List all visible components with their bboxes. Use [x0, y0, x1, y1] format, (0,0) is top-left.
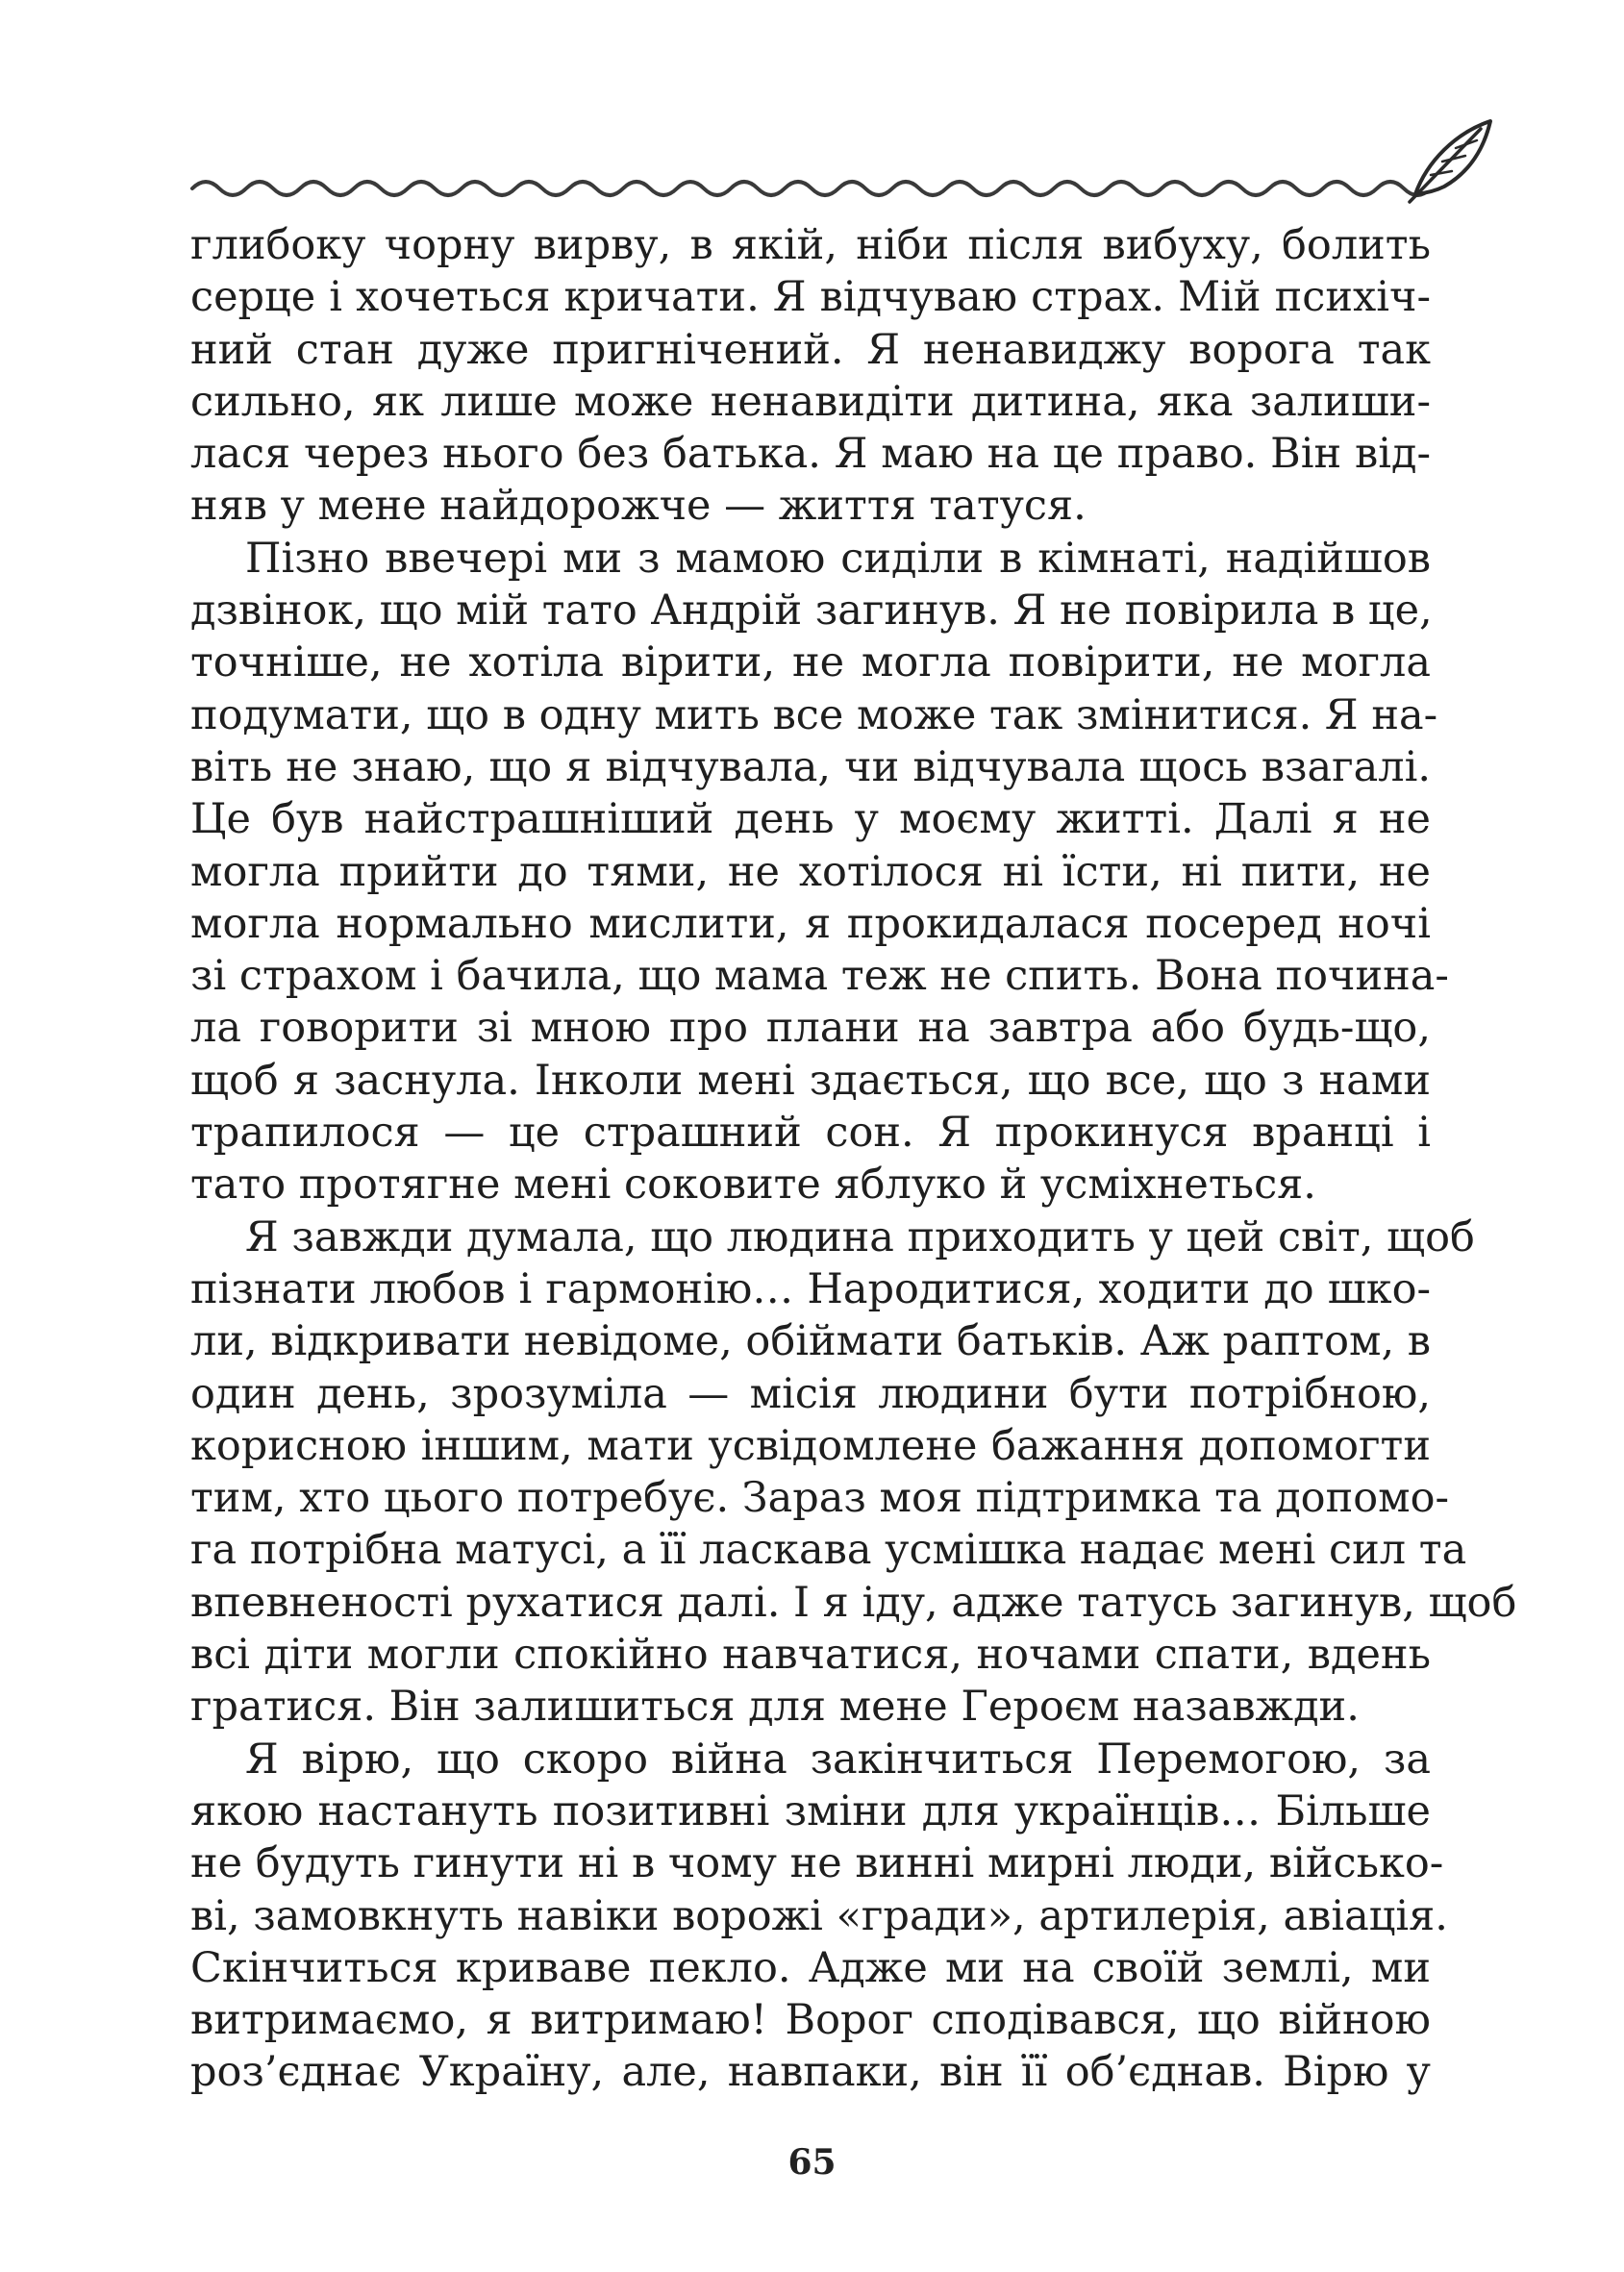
text-line: Це був найстрашніший день у моєму житті. Далі я не — [190, 795, 1431, 844]
wavy-line — [192, 182, 1431, 195]
paragraph — [190, 1734, 1448, 2099]
text-line: няв у мене найдорожче — життя татуся. — [190, 482, 1087, 531]
text-line: ли, відкривати невідоме, обіймати батьків. Аж раптом, в — [190, 1317, 1431, 1366]
text-line: не будуть гинути ні в чому не винні мирні люди, військо- — [190, 1839, 1444, 1888]
page-number: 65 — [787, 2142, 837, 2183]
text-line: щоб я заснула. Інколи мені здається, що все, що з нами — [190, 1056, 1431, 1105]
text-line: зі страхом і бачила, що мама теж не спить. Вона почина- — [190, 952, 1449, 1001]
text-line: серце і хочеться кричати. Я відчуваю страх. Мій психіч- — [190, 273, 1431, 322]
body-text — [190, 219, 1517, 2099]
text-line: Я завжди думала, що людина приходить у цей світ, щоб — [245, 1212, 1475, 1261]
text-line: точніше, не хотіла вірити, не могла повірити, не могла — [190, 638, 1431, 687]
text-line: ві, замовкнуть навіки ворожі «гради», артилерія, авіація. — [190, 1891, 1448, 1940]
text-line: всі діти могли спокійно навчатися, ночами спати, вдень — [190, 1631, 1431, 1680]
text-line: глибоку чорну вирву, в якій, ніби після вибуху, болить — [190, 221, 1431, 269]
text-line: сильно, як лише може ненавидіти дитина, яка залиши- — [190, 377, 1431, 426]
text-line: могла нормально мислити, я прокидалася посеред ночі — [190, 899, 1431, 948]
text-line: тато протягне мені соковите яблуко й усміхнеться. — [190, 1161, 1316, 1210]
text-line: роз’єднає Україну, але, навпаки, він її об’єднав. Вірю у — [190, 2048, 1431, 2097]
text-line: могла прийти до тями, не хотілося ні їсти, ні пити, не — [190, 847, 1431, 896]
text-line: Пізно ввечері ми з мамою сиділи в кімнаті, надійшов — [245, 534, 1431, 583]
text-line: дзвінок, що мій тато Андрій загинув. Я не повірила в це, — [190, 587, 1433, 636]
feather-icon — [1410, 121, 1490, 202]
text-line: корисною іншим, мати усвідомлене бажання допомогти — [190, 1421, 1431, 1470]
text-line: трапилося — це страшний сон. Я прокинуся вранці і — [190, 1109, 1431, 1158]
text-line: впевненості рухатися далі. І я іду, адже татусь загинув, щоб — [190, 1578, 1517, 1627]
paragraph — [190, 219, 1431, 533]
text-line: пізнати любов і гармонію… Народитися, ходити до шко- — [190, 1264, 1431, 1313]
text-line: ла говорити зі мною про плани на завтра або будь-що, — [190, 1004, 1431, 1053]
text-line: якою настануть позитивні зміни для українців… Більше — [190, 1786, 1431, 1835]
text-line: витримаємо, я витримаю! Ворог сподівався, що війною — [190, 1996, 1431, 2045]
text-line: лася через нього без батька. Я маю на це право. Він від- — [190, 430, 1431, 479]
text-line: ний стан дуже пригнічений. Я ненавиджу ворога так — [190, 325, 1431, 374]
text-line: Я вірю, що скоро війна закінчиться Перемогою, за — [245, 1735, 1431, 1784]
paragraph — [190, 533, 1449, 1211]
paragraph — [190, 1211, 1517, 1734]
text-line: тим, хто цього потребує. Зараз моя підтримка та допомо- — [190, 1474, 1449, 1523]
header-ornament — [188, 113, 1496, 210]
text-line: га потрібна матусі, а її ласкава усмішка надає мені сил та — [190, 1526, 1467, 1575]
text-line: віть не знаю, що я відчувала, чи відчувала щось взагалі. — [190, 742, 1431, 791]
text-line: Скінчиться криваве пекло. Адже ми на своїй землі, ми — [190, 1943, 1431, 1992]
text-line: один день, зрозуміла — місія людини бути потрібною, — [190, 1369, 1431, 1418]
text-line: гратися. Він залишиться для мене Героєм назавжди. — [190, 1683, 1360, 1732]
text-line: подумати, що в одну мить все може так змінитися. Я на- — [190, 690, 1438, 739]
